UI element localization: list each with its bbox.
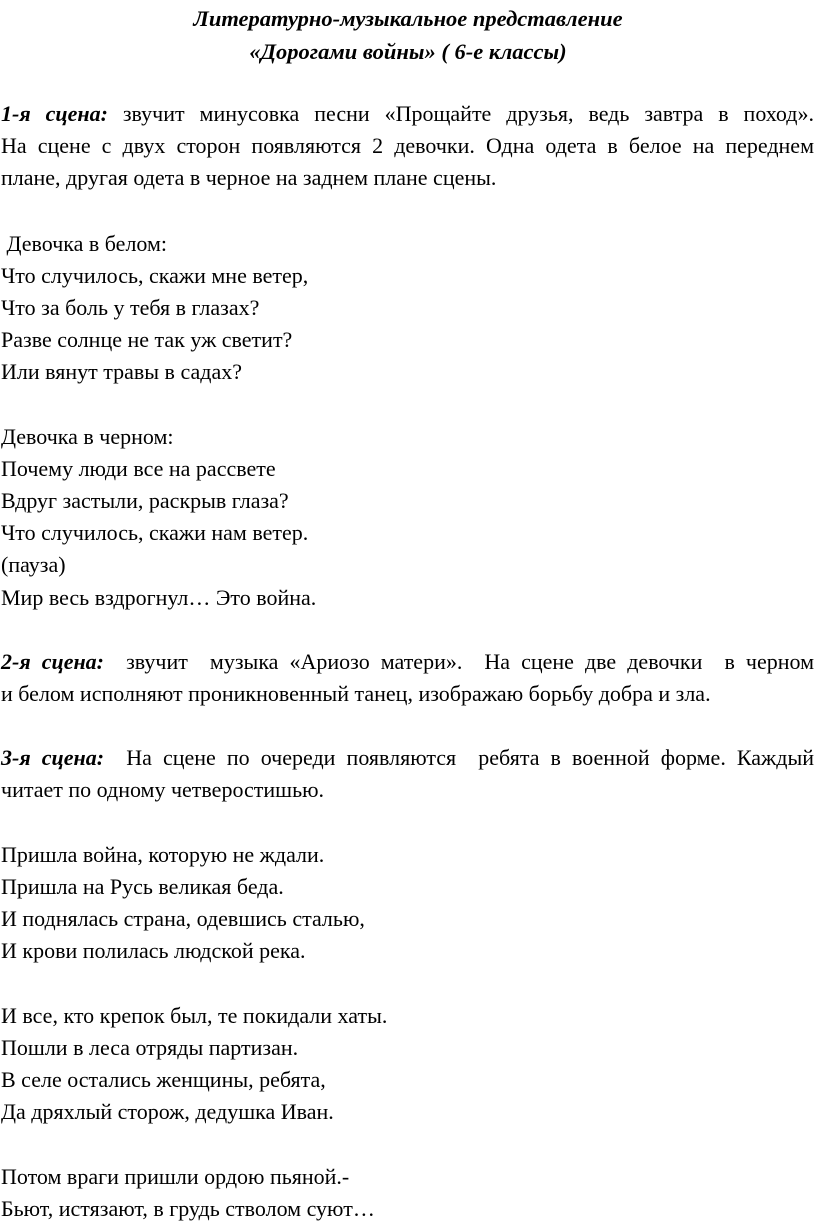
stanza1-line-3: И поднялась страна, одевшись сталью, bbox=[1, 906, 365, 931]
stanza2-line-4: Да дряхлый сторож, дедушка Иван. bbox=[1, 1099, 334, 1124]
scene1-paragraph-line-1 bbox=[1, 97, 814, 130]
scene2-label: 2-я сцена: bbox=[1, 649, 104, 674]
speaker-girl-in-white: Девочка в белом: bbox=[1, 231, 168, 256]
title-line-1: Литературно-музыкальное представление bbox=[193, 6, 623, 31]
verse-black-line-3: Что случилось, скажи нам ветер. bbox=[1, 520, 309, 545]
scene3-label: 3-я сцена: bbox=[1, 745, 105, 770]
scene2-paragraph-line-2: и белом исполняют проникновенный танец, изображаю борьбу добра и зла. bbox=[1, 681, 711, 706]
stanza1-line-4: И крови полилась людской река. bbox=[1, 938, 306, 963]
stanza1-line-2: Пришла на Русь великая беда. bbox=[1, 874, 284, 899]
stanza3-line-1: Потом враги пришли ордою пьяной.- bbox=[1, 1164, 350, 1189]
verse-black-line-5: Мир весь вздрогнул… Это война. bbox=[1, 585, 317, 610]
stanza3-line-2: Бьют, истязают, в грудь стволом суют… bbox=[1, 1196, 375, 1221]
verse-white-line-3: Разве солнце не так уж светит? bbox=[1, 327, 293, 352]
verse-white-line-1: Что случилось, скажи мне ветер, bbox=[1, 263, 309, 288]
verse-black-line-1: Почему люди все на рассвете bbox=[1, 456, 276, 481]
verse-black-line-4: (пауза) bbox=[1, 552, 66, 577]
stanza1-line-1: Пришла война, которую не ждали. bbox=[1, 842, 325, 867]
scene3-paragraph-line-1 bbox=[1, 741, 814, 774]
scene1-paragraph-line-3: плане, другая одета в черное на заднем плане сцены. bbox=[1, 165, 497, 190]
scene1-line1-text: звучит минусовка песни «Прощайте друзья, ведь завтра в поход». bbox=[107, 101, 814, 126]
speaker-girl-in-black: Девочка в черном: bbox=[1, 424, 174, 449]
scene2-line1-text: звучит музыка «Ариозо матери». На сцене две девочки в черном bbox=[104, 649, 814, 674]
stanza2-line-2: Пошли в леса отряды партизан. bbox=[1, 1035, 299, 1060]
stanza2-line-3: В селе остались женщины, ребята, bbox=[1, 1067, 326, 1092]
stanza2-line-1: И все, кто крепок был, те покидали хаты. bbox=[1, 1003, 388, 1028]
title-line-2: «Дорогами войны» ( 6-е классы) bbox=[249, 39, 567, 64]
scene2-paragraph-line-1 bbox=[1, 645, 814, 678]
scene3-line1-text: На сцене по очереди появляются ребята в военной форме. Каждый bbox=[104, 745, 814, 770]
scene3-paragraph-line-2: читает по одному четверостишью. bbox=[1, 777, 325, 802]
verse-white-line-4: Или вянут травы в садах? bbox=[1, 359, 242, 384]
verse-black-line-2: Вдруг застыли, раскрыв глаза? bbox=[1, 488, 289, 513]
scene1-paragraph-line-2: На сцене с двух сторон появляются 2 девочки. Одна одета в белое на переднем bbox=[1, 133, 814, 158]
scene1-label: 1-я сцена: bbox=[1, 101, 108, 126]
verse-white-line-2: Что за боль у тебя в глазах? bbox=[1, 295, 260, 320]
